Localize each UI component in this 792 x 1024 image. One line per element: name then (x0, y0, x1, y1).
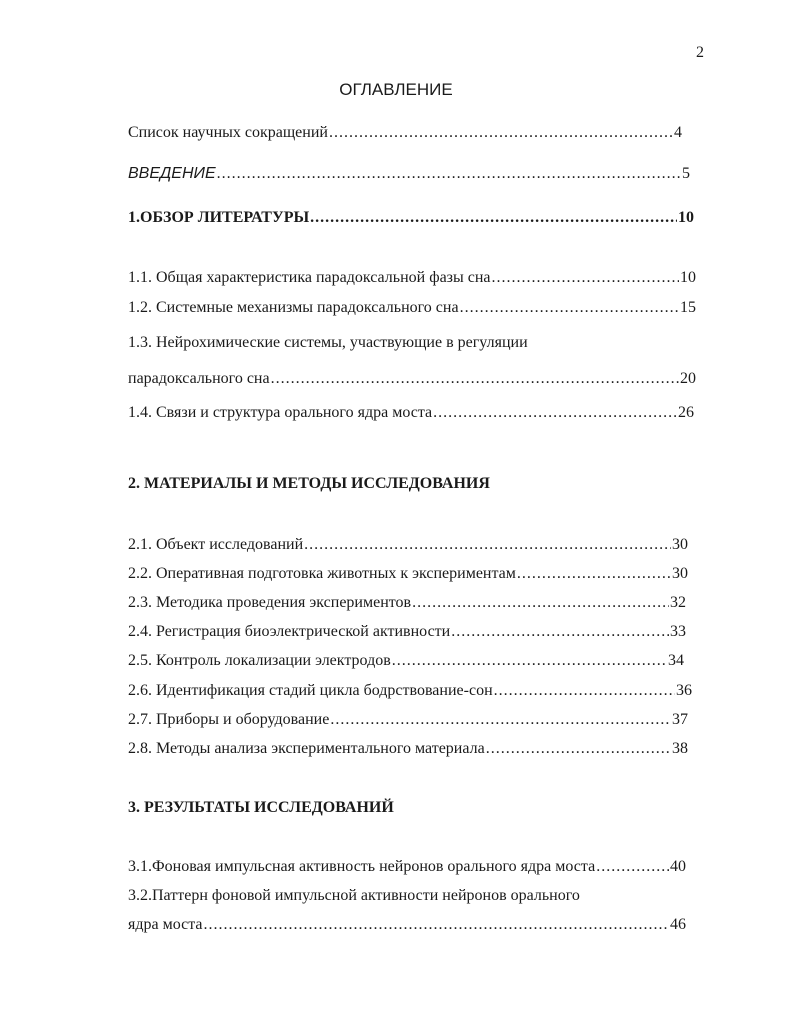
toc-label: 1.2. Системные механизмы парадоксального сна (128, 299, 459, 316)
toc-chapter-2-heading[interactable]: 2. МАТЕРИАЛЫ И МЕТОДЫ ИССЛЕДОВАНИЯ (128, 475, 490, 492)
toc-label: 3.1.Фоновая импульсная активность нейронов орального ядра моста (128, 858, 596, 875)
leader-dots (460, 299, 679, 317)
leader-dots (204, 916, 669, 934)
toc-label: 1.4. Связи и структура орального ядра моста (128, 404, 433, 421)
toc-label: 2.6. Идентификация стадий цикла бодрствование-сон (128, 682, 493, 699)
toc-entry-2-7[interactable] (128, 711, 688, 729)
toc-page: 26 (678, 404, 694, 421)
toc-label: 2.5. Контроль локализации электродов (128, 652, 391, 669)
toc-entry-3-2[interactable] (128, 916, 686, 934)
toc-label: парадоксального сна (128, 370, 270, 387)
leader-dots (451, 623, 669, 641)
leader-dots (412, 594, 669, 612)
toc-entry-1-1[interactable] (128, 269, 696, 287)
page-title: ОГЛАВЛЕНИЕ (339, 80, 453, 99)
leader-dots (392, 652, 667, 670)
toc-entry-2-3[interactable] (128, 594, 686, 612)
toc-page: 34 (668, 652, 684, 669)
toc-chapter-3-heading[interactable]: 3. РЕЗУЛЬТАТЫ ИССЛЕДОВАНИЙ (128, 799, 394, 816)
leader-dots (271, 370, 679, 388)
toc-page: 32 (670, 594, 686, 611)
toc-page: 40 (670, 858, 686, 875)
toc-label: ядра моста (128, 916, 203, 933)
toc-label: 2.8. Методы анализа экспериментального материала (128, 740, 485, 757)
leader-dots (433, 404, 677, 422)
toc-entry-1-2[interactable] (128, 299, 696, 317)
toc-page: 5 (682, 165, 690, 182)
toc-label: 2.4. Регистрация биоэлектрической активности (128, 623, 451, 640)
toc-label: Список научных сокращений (128, 124, 328, 141)
leader-dots (596, 858, 669, 876)
toc-entry-2-6[interactable] (128, 682, 692, 700)
toc-page: 20 (680, 370, 696, 387)
toc-entry-introduction[interactable] (128, 165, 690, 183)
toc-page: 10 (680, 269, 696, 286)
toc-entry-2-5[interactable] (128, 652, 684, 670)
toc-entry-1-4[interactable] (128, 404, 694, 422)
toc-page: 4 (674, 124, 682, 141)
leader-dots (492, 269, 679, 287)
leader-dots (217, 165, 681, 183)
toc-entry-1-3[interactable] (128, 370, 696, 388)
toc-entry-2-2[interactable] (128, 565, 688, 583)
leader-dots (304, 536, 671, 554)
toc-entry-3-2-line1: 3.2.Паттерн фоновой импульсной активности нейронов орального (128, 887, 580, 904)
toc-entry-2-4[interactable] (128, 623, 686, 641)
toc-entry-2-1[interactable] (128, 536, 688, 554)
leader-dots (517, 565, 671, 583)
toc-label: 1.1. Общая характеристика парадоксальной фазы сна (128, 269, 491, 286)
toc-page: 36 (676, 682, 692, 699)
toc-label: 2.1. Объект исследований (128, 536, 304, 553)
toc-label: 2.3. Методика проведения экспериментов (128, 594, 412, 611)
leader-dots (494, 682, 675, 700)
toc-page: 33 (670, 623, 686, 640)
toc-entry-3-1[interactable] (128, 858, 686, 876)
toc-page: 30 (672, 536, 688, 553)
leader-dots (329, 124, 673, 142)
leader-dots (486, 740, 671, 758)
toc-entry-1-3-line1: 1.3. Нейрохимические системы, участвующие в регуляции (128, 334, 528, 351)
leader-dots (310, 209, 677, 227)
toc-page: 37 (672, 711, 688, 728)
toc-label: 2.7. Приборы и оборудование (128, 711, 330, 728)
toc-page: 38 (672, 740, 688, 757)
toc-page: 46 (670, 916, 686, 933)
toc-page: 15 (680, 299, 696, 316)
toc-entry-abbreviations[interactable] (128, 124, 682, 142)
toc-label: ВВЕДЕНИЕ (128, 165, 216, 182)
toc-entry-2-8[interactable] (128, 740, 688, 758)
leader-dots (330, 711, 671, 729)
toc-label: 1.ОБЗОР ЛИТЕРАТУРЫ (128, 209, 310, 226)
toc-page: 10 (678, 209, 694, 226)
toc-chapter-1[interactable] (128, 209, 694, 227)
toc-label: 2.2. Оперативная подготовка животных к экспериментам (128, 565, 516, 582)
page-number: 2 (696, 44, 704, 61)
toc-page: 30 (672, 565, 688, 582)
